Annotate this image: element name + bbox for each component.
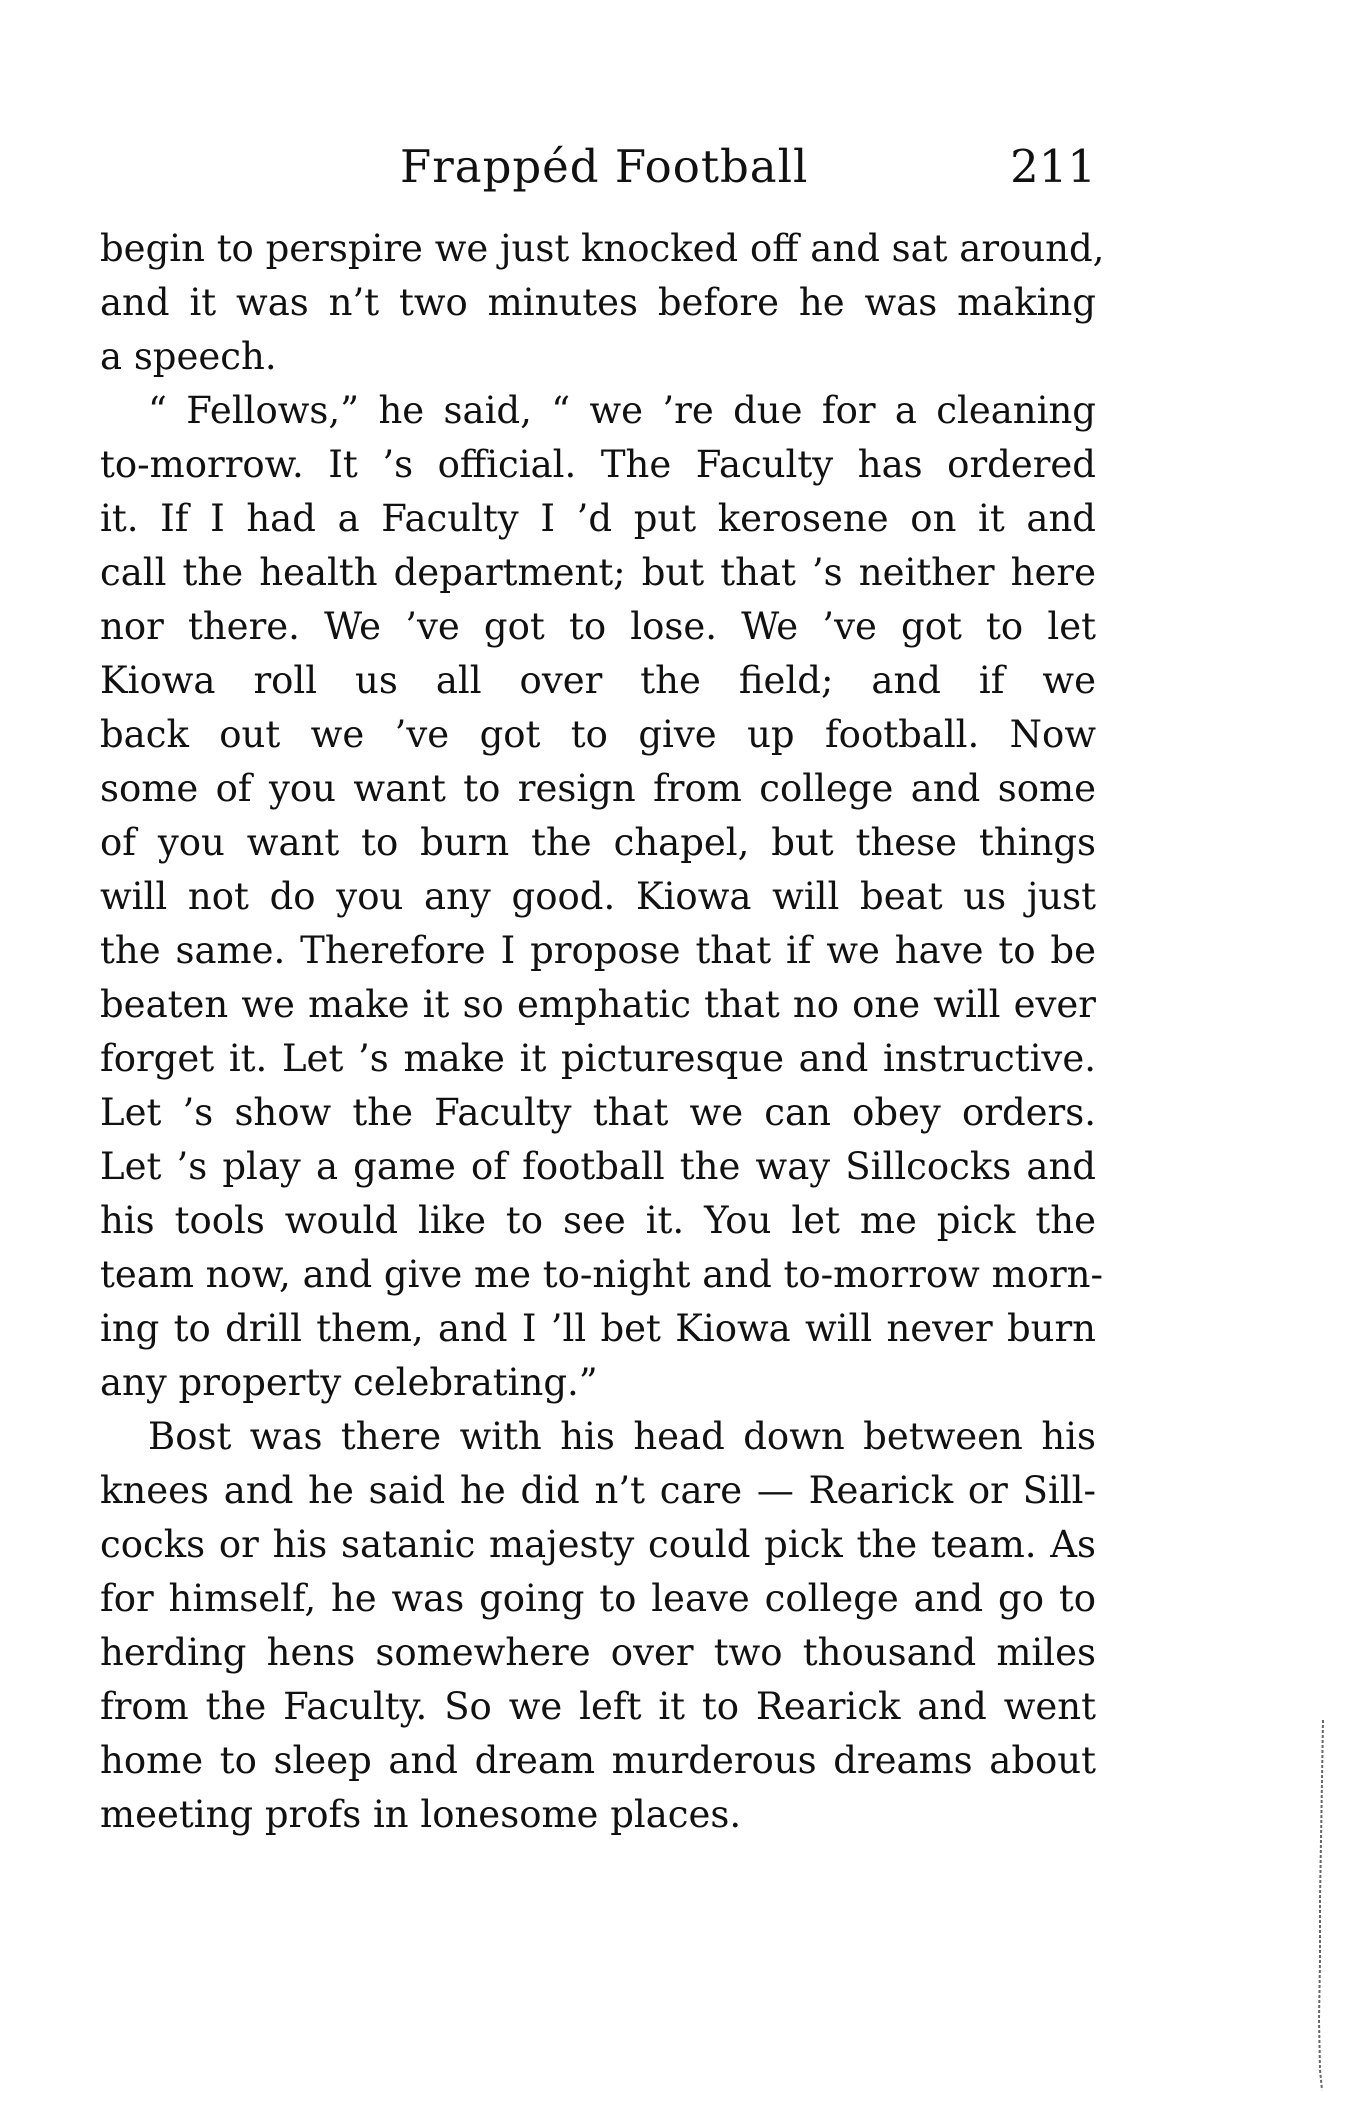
page-number: 211 bbox=[1010, 140, 1096, 193]
text-line: beaten we make it so emphatic that no one will ever bbox=[100, 983, 1096, 1026]
text-line: to-morrow. It ’s official. The Faculty has ordered bbox=[100, 443, 1096, 486]
text-line: of you want to burn the chapel, but these things bbox=[100, 821, 1096, 864]
text-line: from the Faculty. So we left it to Rearick and went bbox=[100, 1685, 1096, 1728]
text-line: meeting profs in lonesome places. bbox=[100, 1793, 742, 1836]
text-line: forget it. Let ’s make it picturesque and instructive. bbox=[100, 1037, 1096, 1080]
text-line: will not do you any good. Kiowa will beat us just bbox=[100, 875, 1096, 918]
text-line: “ Fellows,” he said, “ we ’re due for a cleaning bbox=[148, 389, 1096, 432]
text-line: any property celebrating.” bbox=[100, 1361, 598, 1404]
text-line: a speech. bbox=[100, 335, 277, 378]
text-line: cocks or his satanic majesty could pick the team. As bbox=[100, 1523, 1096, 1566]
text-line: and it was n’t two minutes before he was making bbox=[100, 281, 1096, 324]
text-line: back out we ’ve got to give up football. Now bbox=[100, 713, 1096, 756]
body-text bbox=[100, 222, 1105, 1842]
text-line: team now, and give me to-night and to-morrow morn- bbox=[100, 1253, 1103, 1296]
running-title: Frappéd Football bbox=[400, 140, 809, 193]
text-line: knees and he said he did n’t care — Rearick or Sill- bbox=[100, 1469, 1096, 1512]
text-line: it. If I had a Faculty I ’d put kerosene on it and bbox=[100, 497, 1096, 540]
text-line: some of you want to resign from college and some bbox=[100, 767, 1096, 810]
text-line: ing to drill them, and I ’ll bet Kiowa will never burn bbox=[100, 1307, 1096, 1350]
text-line: nor there. We ’ve got to lose. We ’ve got to let bbox=[100, 605, 1096, 648]
text-line: Kiowa roll us all over the field; and if we bbox=[100, 659, 1096, 702]
running-head bbox=[100, 140, 1096, 200]
text-line: home to sleep and dream murderous dreams about bbox=[100, 1739, 1096, 1782]
text-line: Let ’s show the Faculty that we can obey orders. bbox=[100, 1091, 1096, 1134]
text-line: herding hens somewhere over two thousand miles bbox=[100, 1631, 1096, 1674]
text-line: his tools would like to see it. You let me pick the bbox=[100, 1199, 1096, 1242]
text-line: for himself, he was going to leave college and go to bbox=[100, 1577, 1096, 1620]
text-line: Bost was there with his head down between his bbox=[148, 1415, 1096, 1458]
text-line: call the health department; but that ’s neither here bbox=[100, 551, 1096, 594]
text-line: Let ’s play a game of football the way Sillcocks and bbox=[100, 1145, 1096, 1188]
text-line: the same. Therefore I propose that if we have to be bbox=[100, 929, 1096, 972]
text-line: begin to perspire we just knocked off and sat around, bbox=[100, 227, 1105, 270]
margin-scan-mark bbox=[1316, 1720, 1330, 2100]
